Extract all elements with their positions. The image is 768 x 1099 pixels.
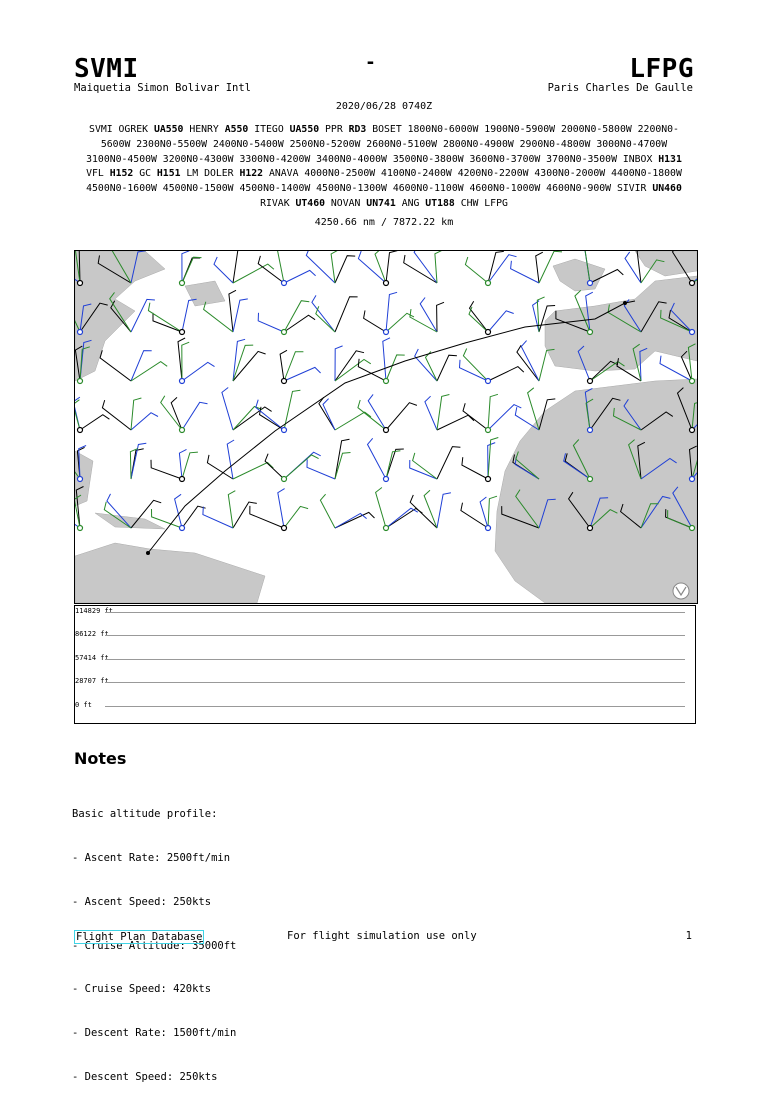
wind-barb: [488, 251, 504, 283]
wind-barb: [426, 352, 438, 382]
wind-barb: [284, 452, 321, 479]
flight-plan-database-link[interactable]: Flight Plan Database: [76, 931, 203, 943]
wind-station-dot: [588, 330, 593, 335]
wind-station-dot: [384, 379, 389, 384]
wind-station-dot: [180, 526, 185, 531]
altitude-label: 86122 ft: [75, 630, 109, 638]
wind-barb: [100, 350, 131, 381]
route-segment: RIVAK: [260, 197, 296, 209]
wind-barb: [131, 351, 152, 381]
wind-station-dot: [690, 428, 695, 433]
arrival-marker: [623, 301, 627, 305]
route-segment: NOVAN: [325, 197, 367, 209]
south-america-land: [75, 543, 265, 603]
wind-station-dot: [588, 379, 593, 384]
route-airway: UA550: [153, 124, 184, 135]
wind-barb: [488, 367, 524, 381]
wind-barb: [250, 506, 284, 528]
wind-station-dot: [78, 281, 83, 286]
wind-barb: [131, 362, 167, 381]
wind-barb: [102, 400, 131, 430]
route-string: [78, 123, 690, 212]
route-separator: -: [365, 52, 376, 73]
altitude-label: 28707 ft: [75, 677, 109, 685]
wind-barb: [413, 453, 437, 479]
wind-station-dot: [384, 526, 389, 531]
wind-barb: [364, 310, 386, 332]
route-airway: H151: [156, 168, 181, 180]
wind-station-dot: [78, 477, 83, 482]
wind-barb: [386, 355, 405, 381]
wind-barb: [358, 400, 386, 430]
wind-barb: [307, 459, 335, 479]
wind-barb: [437, 415, 474, 430]
route-airway: UN741: [366, 197, 396, 209]
wind-barb: [182, 257, 202, 283]
wind-barb: [284, 506, 308, 528]
notes-line: - Cruise Altitude: 35000ft: [72, 939, 237, 952]
arrival-name: Paris Charles De Gaulle: [547, 82, 693, 94]
wind-station-dot: [588, 477, 593, 482]
wind-barb: [278, 489, 285, 528]
wind-barb: [335, 256, 355, 283]
wind-barb: [463, 349, 488, 382]
wind-barb: [460, 360, 489, 381]
notes-line: - Ascent Speed: 250kts: [72, 895, 212, 908]
wind-barb: [410, 309, 437, 332]
wind-station-dot: [78, 428, 83, 433]
wind-station-dot: [384, 428, 389, 433]
flight-date: 2020/06/28 0740Z: [335, 101, 433, 112]
departure-name: Maiquetia Simon Bolivar Intl: [74, 82, 252, 94]
wind-barb: [437, 493, 451, 528]
wind-barb: [182, 342, 189, 381]
wind-barb: [425, 396, 437, 430]
wind-station-dot: [180, 428, 185, 433]
notes-line: - Descent Speed: 250kts: [72, 1070, 218, 1083]
wind-barb: [386, 451, 400, 479]
altitude-gridline: [105, 635, 685, 636]
wind-barb: [265, 454, 284, 479]
wind-barb: [233, 463, 273, 480]
page-number: 1: [685, 930, 692, 942]
wind-barb: [182, 402, 208, 430]
wind-barb: [182, 362, 215, 381]
wind-barb: [437, 355, 457, 381]
wind-station-dot: [486, 526, 491, 531]
notes-heading: Notes: [74, 749, 127, 768]
wind-barb: [358, 251, 386, 283]
wind-barb: [258, 256, 284, 283]
route-segment: CHW LFPG: [454, 197, 508, 209]
route-airway: UT460: [295, 197, 325, 209]
route-airway: UT188: [425, 197, 455, 209]
wind-station-dot: [78, 526, 83, 531]
route-segment: PPR: [319, 124, 349, 135]
altitude-profile: [74, 605, 696, 724]
wind-barb: [488, 496, 497, 528]
altitude-label: 114829 ft: [75, 607, 113, 615]
wind-barb: [80, 415, 109, 430]
wind-barb: [284, 390, 300, 430]
wind-station-dot: [486, 477, 491, 482]
wind-barb: [404, 255, 437, 283]
wind-barb: [386, 292, 397, 332]
wind-station-dot: [282, 428, 287, 433]
map-logo: [673, 583, 689, 599]
route-airway: RD3: [348, 124, 367, 135]
footer-disclaimer: For flight simulation use only: [287, 930, 477, 942]
altitude-gridline: [105, 612, 685, 613]
route-segment: ANG: [395, 197, 426, 209]
wind-barb: [462, 457, 488, 479]
wind-barb: [227, 440, 234, 479]
route-map[interactable]: [74, 250, 698, 604]
wind-barb: [465, 257, 488, 283]
north-america-land: [75, 251, 165, 381]
route-airway: UA550: [289, 124, 320, 135]
wind-station-dot: [588, 281, 593, 286]
wind-barb: [161, 396, 182, 430]
wind-barb: [415, 349, 437, 381]
wind-barb: [368, 394, 386, 430]
wind-barb: [335, 297, 358, 332]
wind-station-dot: [486, 379, 491, 384]
wind-station-dot: [180, 330, 185, 335]
wind-barb: [182, 506, 206, 528]
wind-barb: [204, 302, 233, 332]
wind-barb: [306, 251, 335, 283]
altitude-label: 0 ft: [75, 701, 92, 709]
wind-barb: [228, 491, 235, 528]
wind-barb: [335, 512, 375, 528]
departure-marker: [146, 551, 150, 555]
wind-barb: [284, 367, 321, 381]
wind-station-dot: [588, 428, 593, 433]
wind-barb: [463, 403, 488, 430]
wind-station-dot: [486, 428, 491, 433]
wind-station-dot: [282, 281, 287, 286]
wind-station-dot: [384, 281, 389, 286]
route-airway: A550: [224, 124, 249, 135]
british-isles-land: [553, 259, 605, 291]
route-airway: UN460: [652, 183, 682, 195]
wind-station-dot: [486, 330, 491, 335]
wind-barb: [320, 494, 335, 528]
altitude-gridline: [105, 659, 685, 660]
route-segment: ANAVA 4000N0-2500W 4100N0-2400W 4200N0-2200W 4300N0-2000W 4400N0-1800W 4500N0-1600W 4500N0-1500W 4500N0-1400W 4500N0-1300W 4600N0-1100W 4600N0-1000W 4600N0-900W SIVIR: [86, 168, 682, 195]
wind-barb: [229, 290, 236, 332]
wind-station-dot: [690, 379, 695, 384]
wind-barb: [284, 270, 316, 283]
wind-barb: [233, 251, 246, 283]
wind-station-dot: [384, 477, 389, 482]
route-segment: LM DOLER: [180, 168, 240, 180]
wind-station-dot: [690, 477, 695, 482]
map-canvas: [75, 251, 697, 603]
wind-station-dot: [282, 330, 287, 335]
notes-line: - Cruise Speed: 420kts: [72, 983, 212, 996]
wind-station-dot: [78, 379, 83, 384]
wind-barb: [488, 255, 517, 283]
wind-station-dot: [588, 526, 593, 531]
notes-line: Basic altitude profile:: [72, 808, 218, 821]
route-segment: VFL: [86, 168, 110, 180]
wind-barb: [323, 399, 335, 430]
wind-barb: [182, 452, 198, 479]
route-segment: BOSET 1800N0-6000W 1900N0-5900W 2000N0-5800W 2200N0-5600W 2300N0-5500W 2400N0-5400W 2500N0-5200W 2600N0-5100W 2800N0-4900W 2900N0-4800W 3000N0-4700W 3100N0-4500W 3200N0-4300W 3300N0-4200W 3400N0-4000W 3500N0-3800W 3600N0-3700W 3700N0-3500W INBOX: [86, 124, 679, 165]
wind-station-dot: [282, 477, 287, 482]
wind-station-dot: [180, 379, 185, 384]
wind-barb: [368, 438, 387, 479]
scandinavia-land: [635, 251, 697, 276]
wind-barb: [376, 488, 386, 529]
wind-barb: [386, 449, 404, 479]
route-airway: H152: [109, 168, 134, 180]
route-airway: H131: [658, 153, 682, 165]
wind-station-dot: [180, 281, 185, 286]
wind-barb: [284, 455, 319, 479]
wind-station-dot: [486, 281, 491, 286]
wind-station-dot: [690, 526, 695, 531]
altitude-gridline: [105, 682, 685, 683]
wind-barb: [233, 264, 274, 283]
wind-barb: [335, 351, 364, 381]
wind-barb: [410, 495, 437, 528]
wind-station-dot: [690, 281, 695, 286]
wind-station-dot: [384, 330, 389, 335]
wind-station-dot: [180, 477, 185, 482]
wind-barb: [335, 412, 371, 430]
route-distance: 4250.66 nm / 7872.22 km: [314, 217, 454, 228]
wind-barb: [131, 443, 146, 479]
wind-station-dot: [282, 526, 287, 531]
wind-barb: [151, 460, 182, 479]
wind-barb: [386, 251, 397, 283]
wind-barb: [131, 299, 155, 332]
arrival-code: LFPG: [629, 54, 694, 84]
wind-barb: [435, 251, 442, 283]
route-airway: H122: [239, 168, 264, 180]
wind-barb: [386, 403, 417, 430]
wind-barb: [660, 356, 692, 381]
altitude-label: 57414 ft: [75, 654, 109, 662]
wind-barb: [414, 251, 437, 283]
wind-station-dot: [78, 330, 83, 335]
wind-barb: [131, 413, 158, 430]
route-segment: GC: [133, 168, 157, 180]
wind-station-dot: [282, 379, 287, 384]
wind-barb: [437, 302, 444, 332]
wind-barb: [203, 507, 233, 528]
departure-code: SVMI: [74, 54, 139, 84]
route-segment: SVMI OGREK: [89, 124, 154, 135]
newfoundland-land: [185, 281, 225, 306]
wind-barb: [214, 257, 233, 283]
notes-line: - Descent Rate: 1500ft/min: [72, 1027, 237, 1040]
route-segment: ITEGO: [248, 124, 290, 135]
wind-barb: [488, 311, 514, 332]
wind-barb: [437, 447, 460, 479]
altitude-gridline: [105, 706, 685, 707]
wind-barb: [171, 397, 182, 430]
wind-barb: [131, 449, 144, 479]
wind-station-dot: [690, 330, 695, 335]
notes-line: - Ascent Rate: 2500ft/min: [72, 851, 231, 864]
wind-barb: [75, 400, 80, 430]
wind-barb: [258, 313, 284, 332]
route-segment: HENRY: [183, 124, 225, 135]
wind-barb: [222, 388, 233, 431]
wind-barb: [284, 301, 309, 332]
wind-barb: [511, 261, 539, 283]
wind-barb: [233, 299, 248, 332]
